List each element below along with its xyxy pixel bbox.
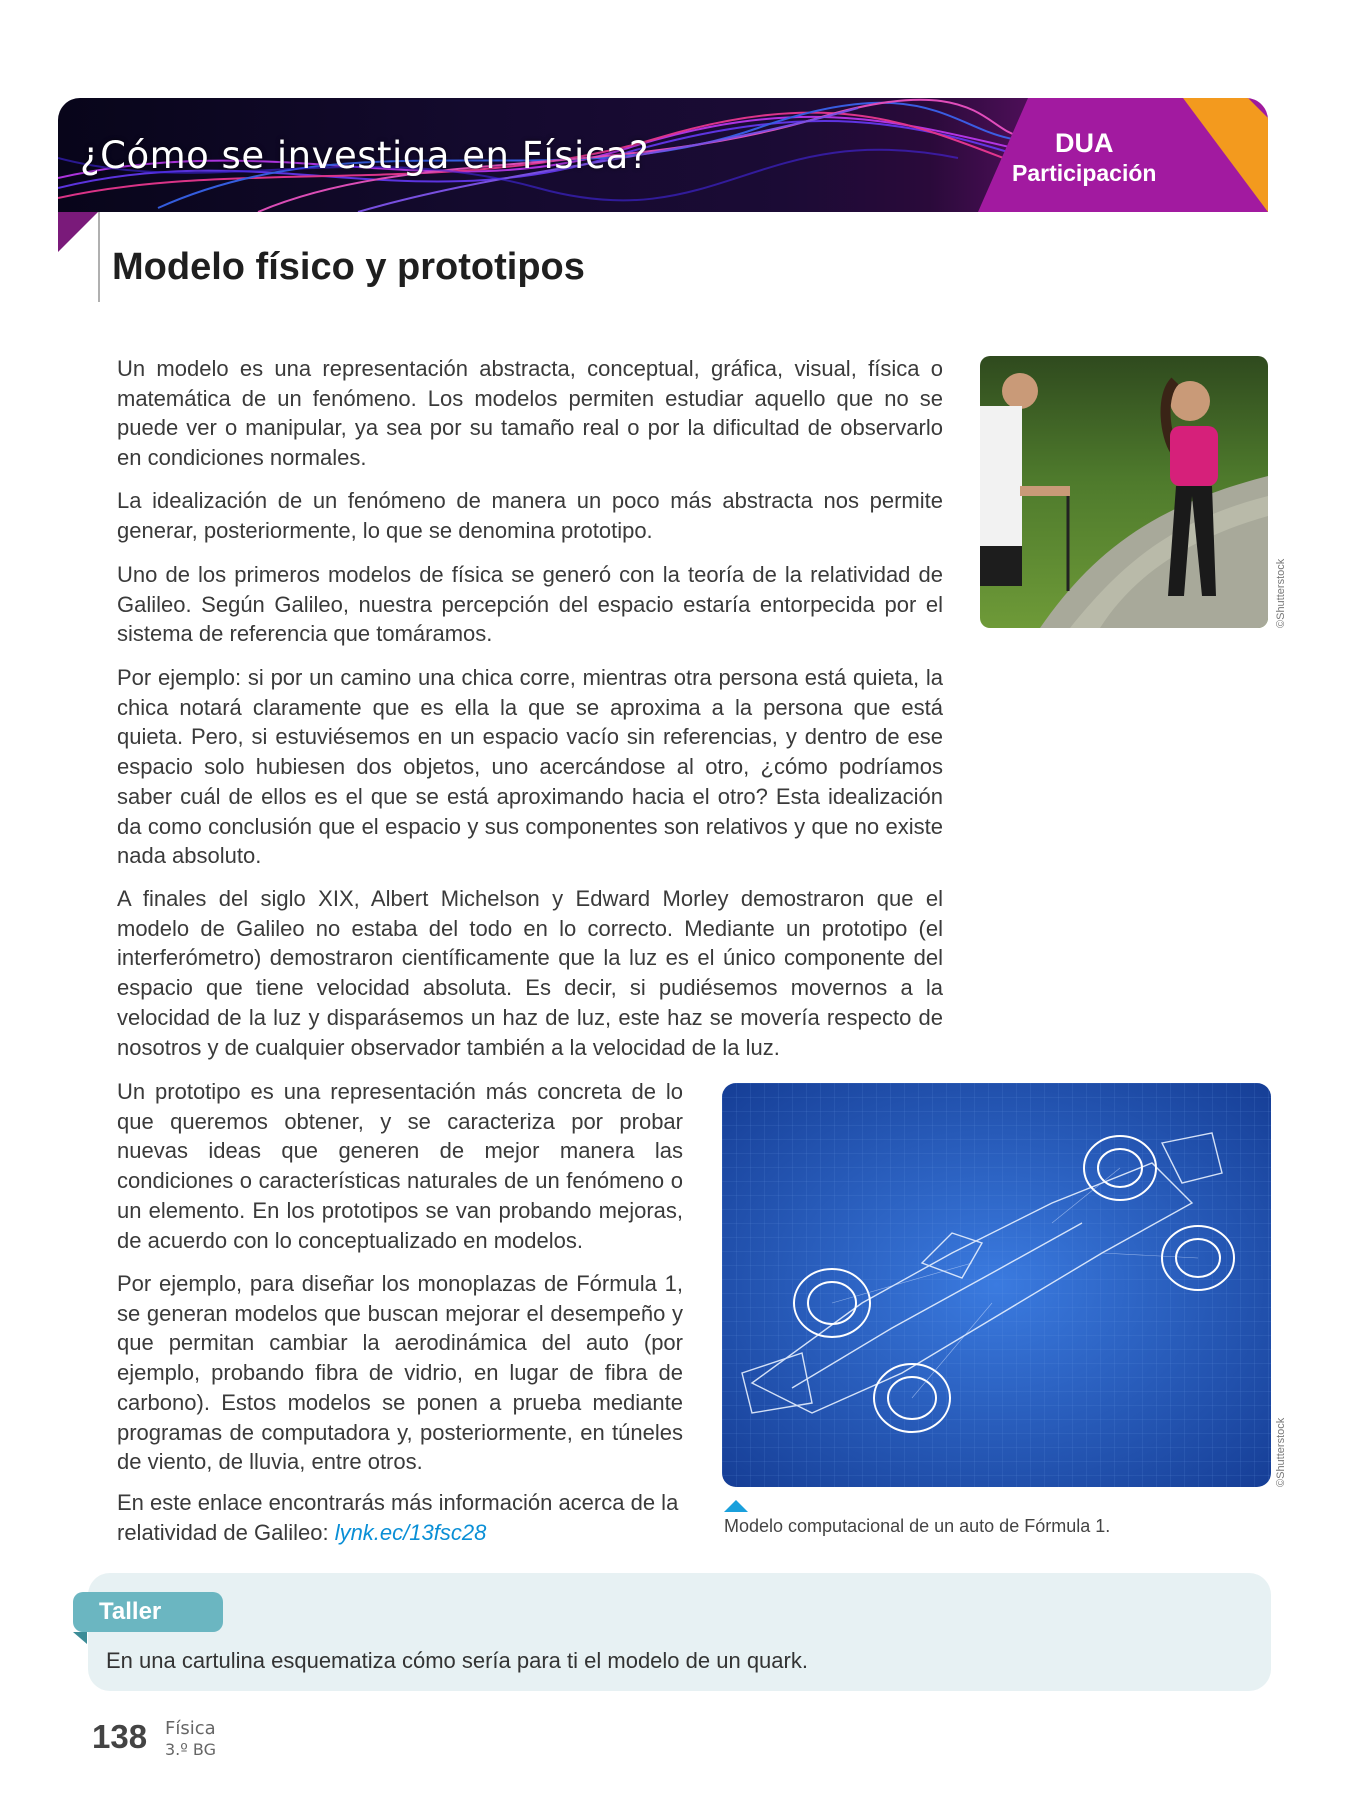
link-paragraph-text: En este enlace encontrarás más información acerca de la relatividad de Galileo: <box>117 1490 679 1545</box>
body-paragraph: Un modelo es una representación abstracta, conceptual, gráfica, visual, física o matemática de un fenómeno. Los modelos permiten estudiar aquello que no se puede ver o manipular, ya sea por su tamaño real o por la dificultad de observarlo en condiciones normales. <box>117 356 943 471</box>
figure-caption: Modelo computacional de un auto de Fórmula 1. <box>724 1516 1111 1536</box>
body-paragraph: Un prototipo es una representación más concreta de lo que queremos obtener, y se caracteriza por probar nuevas ideas que generen de mejor manera las condiciones o características naturales de un fenómeno o un elemento. En los prototipos se van probando mejoras, de acuerdo con lo conceptualizado en modelos. <box>117 1079 683 1253</box>
taller-text: En una cartulina esquematiza cómo sería para ti el modelo de un quark. <box>106 1648 808 1673</box>
section-title: Modelo físico y prototipos <box>112 246 585 288</box>
caption-triangle-icon <box>724 1500 748 1512</box>
figure-credit: ©Shutterstock <box>1275 1417 1287 1487</box>
banner-fold-decoration <box>58 212 98 252</box>
footer-subject: Física <box>165 1718 216 1739</box>
dua-badge-title: DUA <box>1055 128 1114 158</box>
body-paragraph: La idealización de un fenómeno de manera un poco más abstracta nos permite generar, posteriormente, lo que se denomina prototipo. <box>117 488 943 543</box>
runners-photo <box>980 356 1268 628</box>
body-paragraph: Por ejemplo, para diseñar los monoplazas de Fórmula 1, se generan modelos que buscan mejorar el desempeño y que permitan cambiar la aerodinámica del auto (por ejemplo, probando fibra de vidrio, en lugar de fibra de carbono). Estos modelos se ponen a prueba mediante programas de computadora y, posteriormente, en túneles de viento, de lluvia, entre otros. <box>117 1271 683 1475</box>
dua-panel <box>978 98 1268 212</box>
body-paragraph: Por ejemplo: si por un camino una chica corre, mientras otra persona está quieta, la chica notará claramente que es ella la que se aproxima a la persona que está quieta. Pero, si estuviésemos en un espacio vacío sin referencias, y dentro de ese espacio solo hubiesen dos objetos, uno acercándose al otro, ¿cómo podríamos saber cuál de ellos es el que se está aproximando hacia el otro? Esta idealización da como conclusión que el espacio y sus componentes son relativos y que no existe nada absoluto. <box>117 665 943 869</box>
footer-grade: 3.º BG <box>165 1740 216 1759</box>
body-paragraph: Uno de los primeros modelos de física se generó con la teoría de la relatividad de Galileo. Según Galileo, nuestra percepción del espacio estaría entorpecida por el sistema de referencia que tomáramos. <box>117 562 943 647</box>
page-number: 138 <box>92 1718 148 1755</box>
dua-badge-subtitle: Participación <box>1012 160 1157 186</box>
section-rule <box>98 212 100 302</box>
taller-label: Taller <box>73 1592 223 1632</box>
formula1-blueprint-image <box>722 1083 1271 1487</box>
taller-fold-decoration <box>73 1632 87 1644</box>
chapter-title: ¿Cómo se investiga en Física? <box>80 134 649 177</box>
external-link[interactable]: lynk.ec/13fsc28 <box>334 1519 487 1545</box>
link-paragraph <box>117 1488 683 1547</box>
photo-credit: ©Shutterstock <box>1275 558 1287 628</box>
body-paragraph: A finales del siglo XIX, Albert Michelson y Edward Morley demostraron que el modelo de Galileo no estaba del todo en lo correcto. Mediante un prototipo (el interferómetro) demostraron científicamente que la luz es el único componente del espacio que tiene velocidad absoluta. Es decir, si pudiésemos movernos a la velocidad de la luz y disparásemos un haz de luz, este haz se movería respecto de nosotros y de cualquier observador también a la velocidad de la luz. <box>117 886 943 1060</box>
